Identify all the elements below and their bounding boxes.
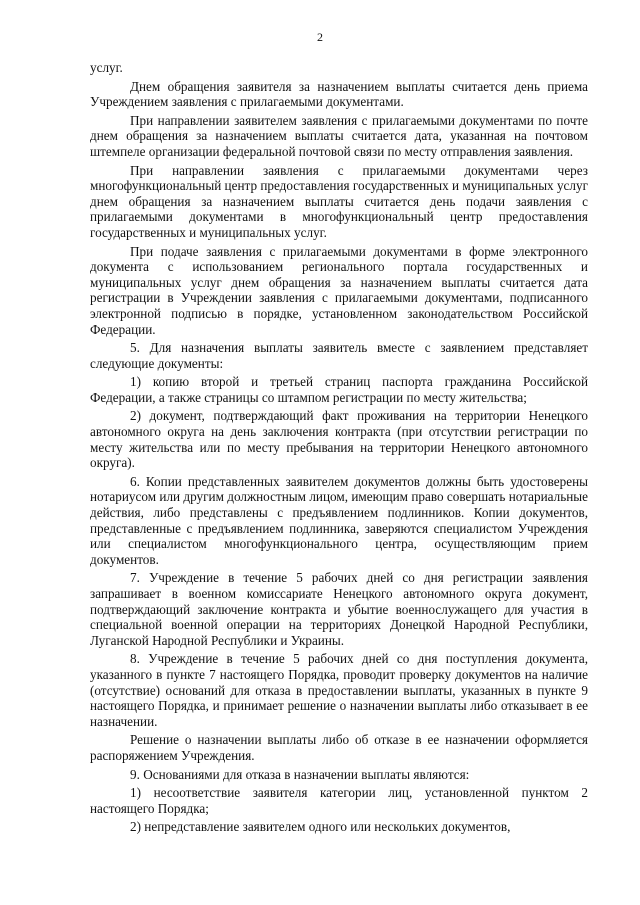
list-item: 1) несоответствие заявителя категории лиц, установленной пунктом 2 настоящего Порядка; <box>90 785 588 816</box>
list-item: 2) документ, подтверждающий факт проживания на территории Ненецкого автономного округа на день заключения контракта (при отсутствии регистрации по месту жительства или по месту пребывания на территории Ненецкого автономного округа). <box>90 408 588 471</box>
document-body <box>90 60 588 838</box>
list-item: 1) копию второй и третьей страниц паспорта гражданина Российской Федерации, а также страницы со штампом регистрации по месту жительства; <box>90 374 588 405</box>
paragraph: Решение о назначении выплаты либо об отказе в ее назначении оформляется распоряжением Учреждения. <box>90 732 588 763</box>
paragraph: 7. Учреждение в течение 5 рабочих дней со дня регистрации заявления запрашивает в военном комиссариате Ненецкого автономного округа документ, подтверждающий заключение контракта и убытие военнослужащего для участия в специальной военной операции на территориях Донецкой Народной Республики, Луганской Народной Республики и Украины. <box>90 570 588 648</box>
paragraph: 9. Основаниями для отказа в назначении выплаты являются: <box>130 766 470 782</box>
paragraph: При подаче заявления с прилагаемыми документами в форме электронного документа с использованием регионального портала государственных и муниципальных услуг днем обращения за назначением выплаты считается дата регистрации в Учреждении заявления с прилагаемыми документами, подписанного электронной подписью в порядке, установленном законодательством Российской Федерации. <box>90 243 588 337</box>
page-number: 2 <box>317 30 323 44</box>
paragraph: При направлении заявителем заявления с прилагаемыми документами по почте днем обращения за назначением выплаты считается дата, указанная на почтовом штемпеле организации федеральной почтовой связи по месту отправления заявления. <box>90 112 588 159</box>
paragraph: 6. Копии представленных заявителем документов должны быть удостоверены нотариусом или другим должностным лицом, имеющим право совершать нотариальные действия, либо представлены с предъявлением подлинников. Копии документов, представленные с предъявлением подлинника, заверяются специалистом Учреждения или специалистом многофункционального центра, осуществляющим прием документов. <box>90 473 588 567</box>
list-item: 2) непредставление заявителем одного или нескольких документов, <box>130 819 511 835</box>
paragraph: Днем обращения заявителя за назначением выплаты считается день приема Учреждением заявления с прилагаемыми документами. <box>90 78 588 110</box>
paragraph: 5. Для назначения выплаты заявитель вместе с заявлением представляет следующие документы: <box>90 340 588 371</box>
paragraph: 8. Учреждение в течение 5 рабочих дней со дня поступления документа, указанного в пункте 7 настоящего Порядка, проводит проверку документов на наличие (отсутствие) оснований для отказа в предоставлении выплаты, указанных в пункте 9 настоящего Порядка, и принимает решение о назначении выплаты либо отказывает в ее назначении. <box>90 651 588 729</box>
paragraph: услуг. <box>90 60 123 75</box>
paragraph: При направлении заявления с прилагаемыми документами через многофункциональный центр предоставления государственных и муниципальных услуг днем обращения за назначением выплаты считается день подачи заявления с прилагаемыми документами в многофункциональный центр предоставления государственных и муниципальных услуг. <box>90 162 588 240</box>
